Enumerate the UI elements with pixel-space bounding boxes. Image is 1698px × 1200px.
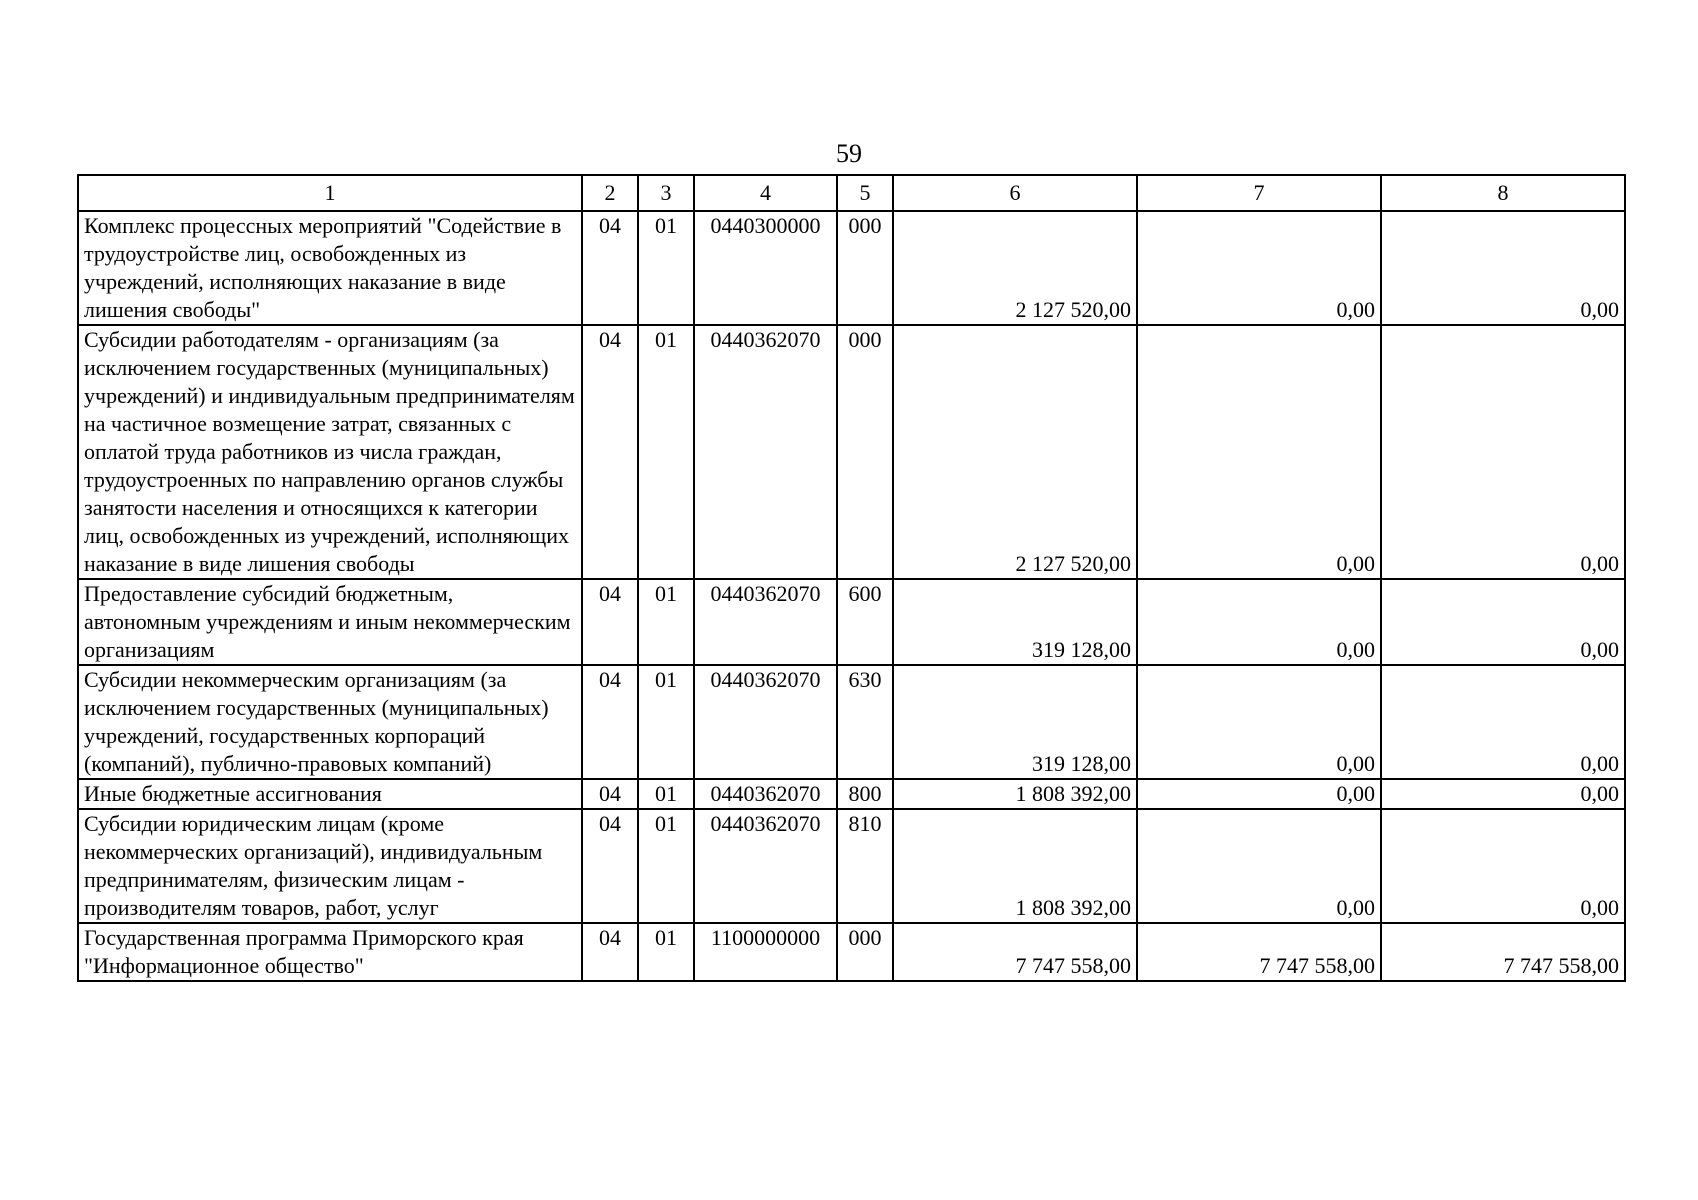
amount-col-8: 0,00 — [1381, 579, 1625, 665]
amount-col-7: 7 747 558,00 — [1137, 923, 1381, 981]
subsection-code: 01 — [638, 665, 694, 779]
header-cell-1: 1 — [78, 175, 582, 211]
subsection-code: 01 — [638, 325, 694, 579]
amount-col-8: 7 747 558,00 — [1381, 923, 1625, 981]
subsection-code: 01 — [638, 809, 694, 923]
header-cell-7: 7 — [1137, 175, 1381, 211]
amount-col-7: 0,00 — [1137, 779, 1381, 809]
section-code: 04 — [582, 665, 638, 779]
table-row — [78, 579, 1625, 665]
amount-col-7: 0,00 — [1137, 579, 1381, 665]
section-code: 04 — [582, 579, 638, 665]
amount-col-6: 7 747 558,00 — [893, 923, 1137, 981]
expense-type-code: 630 — [837, 665, 893, 779]
header-cell-5: 5 — [837, 175, 893, 211]
subsection-code: 01 — [638, 579, 694, 665]
target-article-code: 0440362070 — [694, 665, 837, 779]
section-code: 04 — [582, 779, 638, 809]
amount-col-8: 0,00 — [1381, 809, 1625, 923]
row-name: Государственная программа Приморского края "Информационное общество" — [78, 923, 582, 981]
header-cell-8: 8 — [1381, 175, 1625, 211]
row-name: Предоставление субсидий бюджетным, автономным учреждениям и иным некоммерческим организациям — [78, 579, 582, 665]
amount-col-7: 0,00 — [1137, 325, 1381, 579]
budget-table — [77, 174, 1626, 982]
table-row — [78, 665, 1625, 779]
header-cell-4: 4 — [694, 175, 837, 211]
expense-type-code: 600 — [837, 579, 893, 665]
row-name: Субсидии некоммерческим организациям (за исключением государственных (муниципальных) учреждений, государственных корпораций (компаний), публично-правовых компаний) — [78, 665, 582, 779]
amount-col-7: 0,00 — [1137, 809, 1381, 923]
target-article-code: 0440362070 — [694, 579, 837, 665]
target-article-code: 0440362070 — [694, 325, 837, 579]
table-row — [78, 923, 1625, 981]
subsection-code: 01 — [638, 779, 694, 809]
amount-col-6: 319 128,00 — [893, 665, 1137, 779]
subsection-code: 01 — [638, 211, 694, 325]
expense-type-code: 800 — [837, 779, 893, 809]
expense-type-code: 000 — [837, 325, 893, 579]
table-row — [78, 211, 1625, 325]
subsection-code: 01 — [638, 923, 694, 981]
page-number: 59 — [836, 139, 862, 168]
target-article-code: 0440362070 — [694, 779, 837, 809]
row-name: Иные бюджетные ассигнования — [78, 779, 582, 809]
section-code: 04 — [582, 211, 638, 325]
row-name: Субсидии юридическим лицам (кроме некоммерческих организаций), индивидуальным предпринимателям, физическим лицам - производителям товаров, работ, услуг — [78, 809, 582, 923]
amount-col-8: 0,00 — [1381, 211, 1625, 325]
amount-col-6: 1 808 392,00 — [893, 779, 1137, 809]
amount-col-6: 2 127 520,00 — [893, 211, 1137, 325]
row-name: Субсидии работодателям - организациям (за исключением государственных (муниципальных) учреждений) и индивидуальным предпринимателям на частичное возмещение затрат, связанных с оплатой труда работников из числа граждан, трудоустроенных по направлению органов службы занятости населения и относящихся к категории лиц, освобожденных из учреждений, исполняющих наказание в виде лишения свободы — [78, 325, 582, 579]
amount-col-6: 319 128,00 — [893, 579, 1137, 665]
amount-col-8: 0,00 — [1381, 665, 1625, 779]
amount-col-6: 2 127 520,00 — [893, 325, 1137, 579]
amount-col-8: 0,00 — [1381, 779, 1625, 809]
table-row — [78, 779, 1625, 809]
section-code: 04 — [582, 325, 638, 579]
amount-col-7: 0,00 — [1137, 665, 1381, 779]
section-code: 04 — [582, 923, 638, 981]
table-row — [78, 809, 1625, 923]
amount-col-8: 0,00 — [1381, 325, 1625, 579]
header-row — [78, 175, 1625, 211]
section-code: 04 — [582, 809, 638, 923]
row-name: Комплекс процессных мероприятий "Содействие в трудоустройстве лиц, освобожденных из учреждений, исполняющих наказание в виде лишения свободы" — [78, 211, 582, 325]
expense-type-code: 810 — [837, 809, 893, 923]
target-article-code: 0440300000 — [694, 211, 837, 325]
table-row — [78, 325, 1625, 579]
expense-type-code: 000 — [837, 211, 893, 325]
target-article-code: 1100000000 — [694, 923, 837, 981]
amount-col-6: 1 808 392,00 — [893, 809, 1137, 923]
header-cell-6: 6 — [893, 175, 1137, 211]
header-cell-2: 2 — [582, 175, 638, 211]
header-cell-3: 3 — [638, 175, 694, 211]
amount-col-7: 0,00 — [1137, 211, 1381, 325]
expense-type-code: 000 — [837, 923, 893, 981]
target-article-code: 0440362070 — [694, 809, 837, 923]
